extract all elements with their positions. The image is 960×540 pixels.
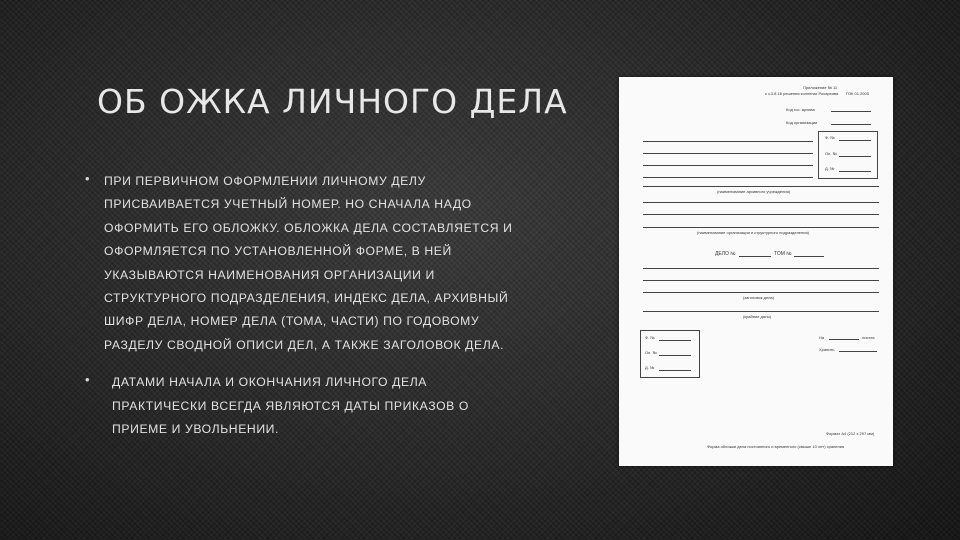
fund-box: Ф. № Оп. № Д. № [818, 131, 878, 179]
na-label: На [819, 335, 825, 340]
code-org-label: Код организации [786, 120, 818, 125]
bullet-item [85, 170, 525, 357]
tom-label: ТОМ № [774, 251, 792, 257]
caption-archive: (наименование архивного учреждения) [717, 189, 791, 194]
bullet-text: ПРИ ПЕРВИЧНОМ ОФОРМЛЕНИИ ЛИЧНОМУ ДЕЛУ ПРИСВАИВАЕТСЯ УЧЕТНЫЙ НОМЕР. НО СНАЧАЛА НАДО ОФОРМИТЬ ЕГО ОБЛОЖКУ. ОБЛОЖКА ДЕЛА СОСТАВЛЯЕТСЯ И ОФОРМЛЯЕТСЯ ПО УСТАНОВЛЕННОЙ ФОРМЕ, В НЕЙ УКАЗЫВАЮТСЯ НАИМЕНОВАНИЯ ОРГАНИЗАЦИИ И СТРУКТУРНОГО ПОДРАЗДЕЛЕНИЯ, ИНДЕКС ДЕЛА, АРХИВНЫЙ ШИФР ДЕЛА, НОМЕР ДЕЛА (ТОМА, ЧАСТИ) ПО ГОДОВОМУ РАЗДЕЛУ СВОДНОЙ ОПИСИ ДЕЛ, А ТАКЖЕ ЗАГОЛОВОК ДЕЛА. [104, 174, 513, 352]
caption-title: (заголовок дела) [743, 295, 774, 300]
code-archive-label: Код гос. архива [786, 107, 815, 112]
listah-label: листах [862, 335, 875, 340]
form-footer: Форма обложки дела постоянного и временного (свыше 10 лет) хранения [707, 444, 845, 449]
bullet-dot-icon: • [85, 171, 90, 186]
delo-label: ДЕЛО № [715, 251, 736, 257]
appendix-line: ГОК 01.2005 [846, 91, 869, 96]
slide-title: ОБ ОЖКА ЛИЧНОГО ДЕЛА [97, 82, 568, 121]
bullet-item [85, 371, 525, 441]
appendix-line: Приложение № 11 [803, 85, 838, 90]
caption-org: (наименование организации и структурного подразделения) [697, 230, 809, 235]
format-label: Формат А4 (212 х 297 мм) [826, 431, 875, 436]
cover-form-image [619, 77, 893, 466]
bullet-text: ДАТАМИ НАЧАЛА И ОКОНЧАНИЯ ЛИЧНОГО ДЕЛА ПРАКТИЧЕСКИ ВСЕГДА ЯВЛЯЮТСЯ ДАТЫ ПРИКАЗОВ О ПРИЕМЕ И УВОЛЬНЕНИИ. [112, 375, 469, 437]
caption-dates: (крайние даты) [743, 314, 772, 319]
bullet-dot-icon: • [85, 372, 90, 388]
hranit-label: Хранить [819, 347, 835, 352]
appendix-line: к з.3.8.16 решения коллегии Росархива [765, 91, 839, 96]
storage-box: Ф. № Оп. № Д. № [640, 330, 700, 378]
bullet-list [85, 170, 525, 455]
